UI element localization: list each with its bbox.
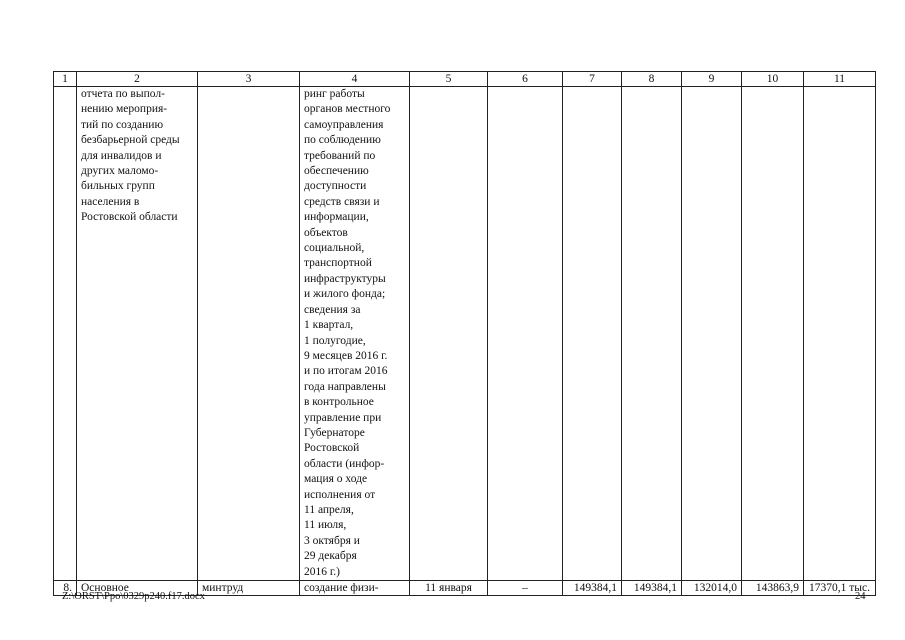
header-cell: 4 bbox=[300, 72, 410, 87]
header-cell: 5 bbox=[410, 72, 488, 87]
text-line: в контрольное bbox=[304, 396, 374, 409]
text-line: года направлены bbox=[304, 380, 386, 393]
cell-col4: создание физи- bbox=[300, 581, 410, 596]
text-line: безбарьерной среды bbox=[81, 134, 180, 147]
cell-col5 bbox=[410, 87, 488, 581]
header-cell: 2 bbox=[77, 72, 198, 87]
header-cell: 1 bbox=[54, 72, 77, 87]
cell-col11: 17370,1 тыс. bbox=[804, 581, 876, 596]
cell-col4 bbox=[300, 87, 410, 581]
row-number: 8. bbox=[54, 581, 77, 596]
header-cell: 11 bbox=[804, 72, 876, 87]
text-line: 1 полугодие, bbox=[304, 334, 366, 347]
text-line: Губернаторе bbox=[304, 426, 365, 439]
header-cell: 7 bbox=[563, 72, 622, 87]
text-line: и жилого фонда; bbox=[304, 288, 386, 301]
text-line: бильных групп bbox=[81, 180, 155, 193]
text-line: средств связи и bbox=[304, 195, 380, 208]
text-line: отчета по выпол- bbox=[81, 88, 165, 100]
cell-col2 bbox=[77, 87, 198, 581]
text-line: 2016 г.) bbox=[304, 565, 340, 578]
text-line: по соблюдению bbox=[304, 134, 381, 147]
text-line: населения в bbox=[81, 195, 140, 208]
header-row bbox=[54, 72, 876, 87]
text-line: самоуправления bbox=[304, 118, 384, 131]
cell-col9 bbox=[682, 87, 742, 581]
text-line: 9 месяцев 2016 г. bbox=[304, 349, 388, 362]
text-line: объектов bbox=[304, 226, 348, 239]
cell-col11 bbox=[804, 87, 876, 581]
text-line: исполнения от bbox=[304, 488, 376, 501]
text-line: и по итогам 2016 bbox=[304, 365, 388, 378]
text-line: органов местного bbox=[304, 103, 391, 116]
text-line: транспортной bbox=[304, 257, 372, 270]
text-line: 3 октября и bbox=[304, 534, 360, 547]
cell-col9: 132014,0 bbox=[682, 581, 742, 596]
text-line: нению мероприя- bbox=[81, 103, 168, 116]
text-line: инфраструктуры bbox=[304, 272, 386, 285]
cell-col7: 149384,1 bbox=[563, 581, 622, 596]
header-cell: 3 bbox=[198, 72, 300, 87]
text-line: 11 апреля, bbox=[304, 503, 354, 516]
cell-col10: 143863,9 bbox=[742, 581, 804, 596]
cell-col5: 11 января bbox=[410, 581, 488, 596]
footer-file-path: Z:\ORST\Ppo\0329p240.f17.docx bbox=[62, 591, 205, 602]
text-line: области (инфор- bbox=[304, 457, 385, 470]
text-line: Ростовской bbox=[304, 442, 360, 455]
text-line: тий по созданию bbox=[81, 118, 164, 131]
cell-col2: Основное bbox=[77, 581, 198, 596]
cell-col6 bbox=[488, 87, 563, 581]
text-line: сведения за bbox=[304, 303, 361, 316]
cell-col1 bbox=[54, 87, 77, 581]
text-line: других маломо- bbox=[81, 165, 159, 178]
header-cell: 8 bbox=[622, 72, 682, 87]
text-line: 1 квартал, bbox=[304, 319, 354, 332]
cell-col8: 149384,1 bbox=[622, 581, 682, 596]
text-line: информации, bbox=[304, 211, 369, 224]
header-cell: 10 bbox=[742, 72, 804, 87]
text-line: 29 декабря bbox=[304, 550, 357, 563]
cell-col6: – bbox=[488, 581, 563, 596]
text-line: мация о ходе bbox=[304, 473, 368, 486]
text-line: 11 июля, bbox=[304, 519, 347, 532]
text-line: ринг работы bbox=[304, 88, 365, 100]
text-line: управление при bbox=[304, 411, 382, 424]
text-line: доступности bbox=[304, 180, 367, 193]
header-cell: 9 bbox=[682, 72, 742, 87]
cell-col3 bbox=[198, 87, 300, 581]
text-line: требований по bbox=[304, 149, 376, 162]
cell-col3: минтруд bbox=[198, 581, 300, 596]
text-line: обеспечению bbox=[304, 165, 369, 178]
cell-col8 bbox=[622, 87, 682, 581]
table-row bbox=[54, 87, 876, 581]
cell-col10 bbox=[742, 87, 804, 581]
document-table bbox=[53, 71, 876, 596]
header-cell: 6 bbox=[488, 72, 563, 87]
text-line: социальной, bbox=[304, 242, 365, 255]
footer-page-number: 24 bbox=[855, 591, 866, 602]
cell-col7 bbox=[563, 87, 622, 581]
text-line: Ростовской области bbox=[81, 211, 178, 224]
text-line: для инвалидов и bbox=[81, 149, 162, 162]
